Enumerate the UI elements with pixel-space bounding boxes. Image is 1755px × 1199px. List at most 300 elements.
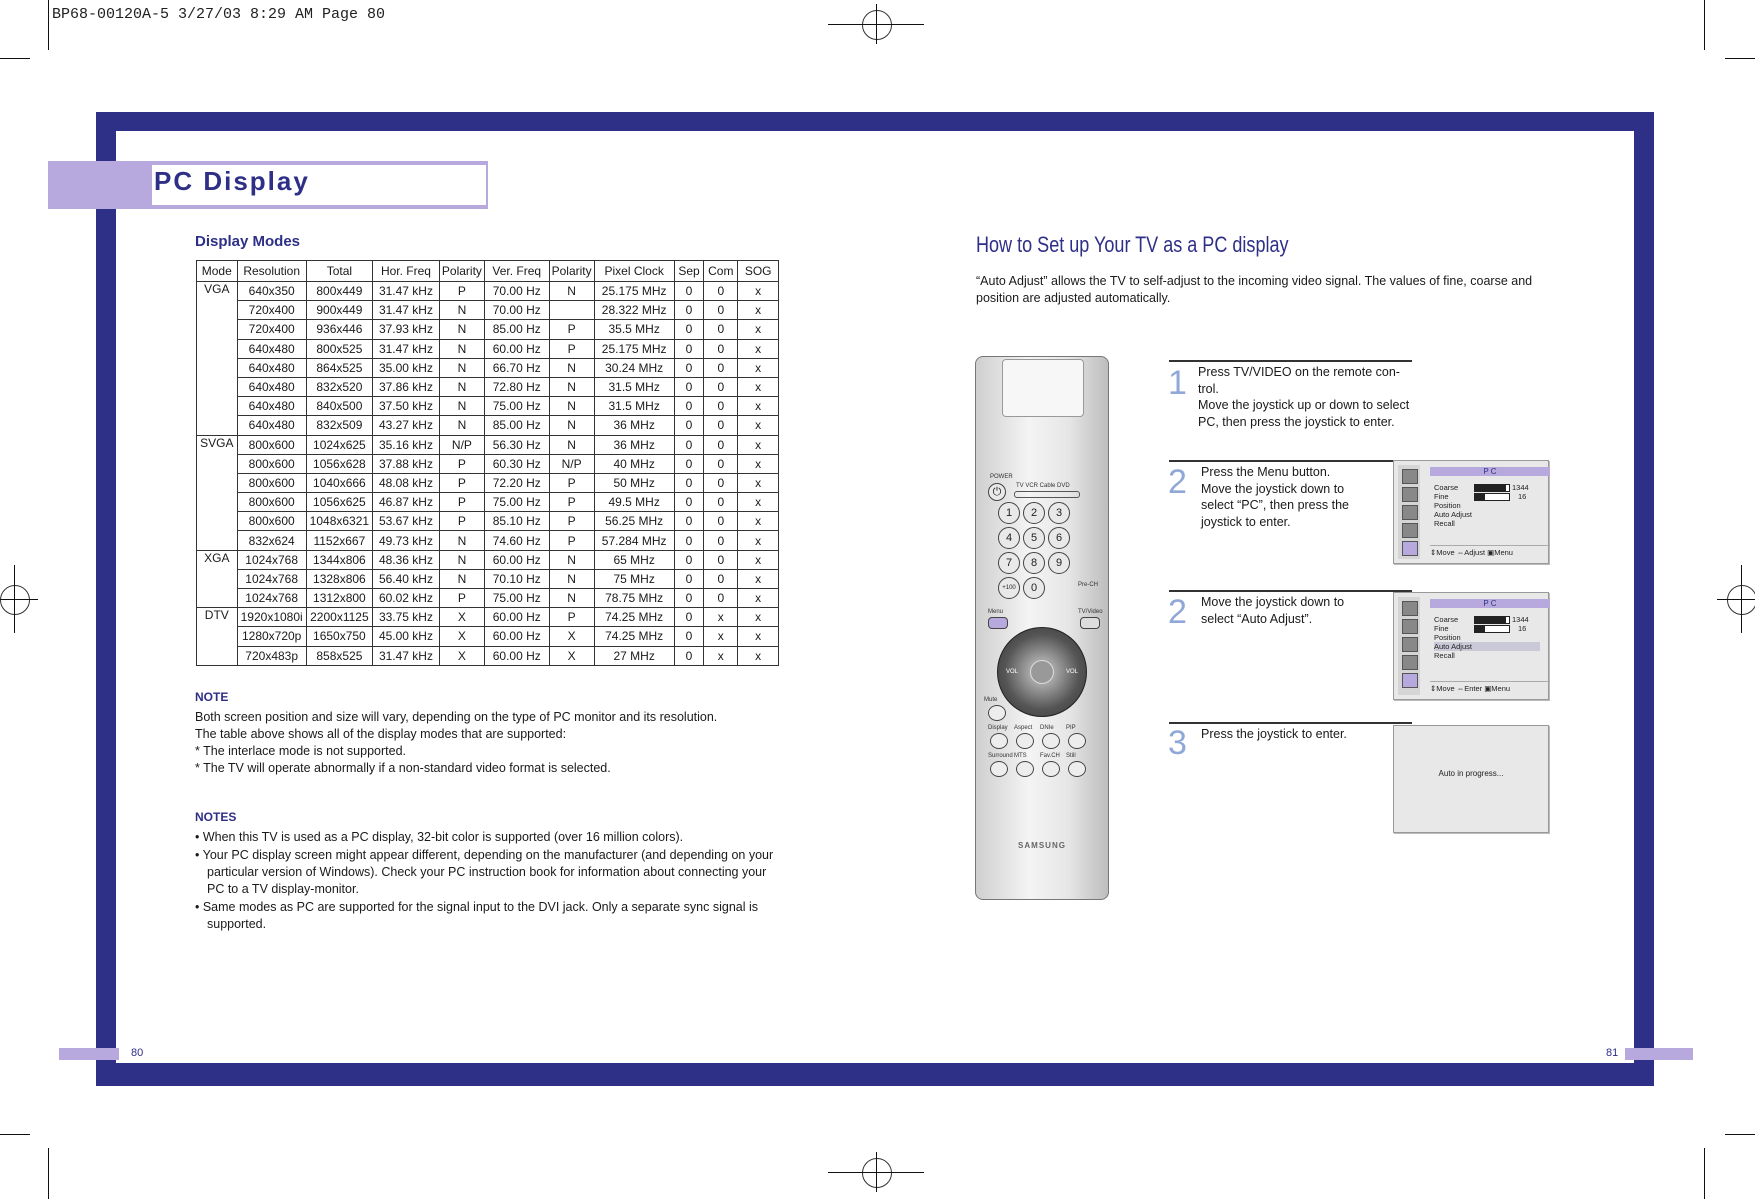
digit-button: 1 <box>998 502 1020 524</box>
table-cell: 0 <box>674 473 704 492</box>
table-cell: 2200x1125 <box>306 608 372 627</box>
remote-label: DNIe <box>1040 725 1054 731</box>
crop-mark <box>1704 1148 1705 1199</box>
table-cell: 85.00 Hz <box>484 320 549 339</box>
mode-cell <box>197 339 238 358</box>
source-selector <box>1014 491 1080 498</box>
table-cell: 56.30 Hz <box>484 435 549 454</box>
crop-mark <box>0 599 38 600</box>
table-cell: N <box>549 569 594 588</box>
function-button <box>990 761 1008 777</box>
table-cell: 1920x1080i <box>237 608 306 627</box>
osd-footer: ⇕Move ⇔Enter ▣Menu <box>1430 681 1550 693</box>
table-cell: 800x600 <box>237 493 306 512</box>
table-cell: 0 <box>704 397 738 416</box>
table-cell: 0 <box>674 531 704 550</box>
table-cell: N <box>549 377 594 396</box>
table-cell: 31.47 kHz <box>373 339 440 358</box>
table-cell: 0 <box>704 377 738 396</box>
notes-item: • Same modes as PC are supported for the signal input to the DVI jack. Only a separate sync signal is supported. <box>195 900 758 931</box>
step-number: 1 <box>1168 364 1187 402</box>
function-button <box>1042 733 1060 749</box>
table-cell: 50 MHz <box>594 473 674 492</box>
table-cell: 31.47 kHz <box>373 646 440 665</box>
table-cell: N <box>439 416 484 435</box>
table-cell: 49.5 MHz <box>594 493 674 512</box>
table-row <box>197 435 779 454</box>
table-cell: x <box>738 339 779 358</box>
table-cell: P <box>439 454 484 473</box>
table-cell: N/P <box>549 454 594 473</box>
osd-screen-pc-menu <box>1393 460 1549 564</box>
table-cell: 1056x625 <box>306 493 372 512</box>
column-header: Ver. Freq <box>484 261 549 282</box>
page-number-band-left <box>59 1048 119 1060</box>
table-cell: 0 <box>674 301 704 320</box>
remote-label: MTS <box>1014 753 1027 759</box>
osd-item-recall: Recall <box>1434 651 1455 660</box>
table-cell: X <box>549 627 594 646</box>
table-cell: 832x520 <box>306 377 372 396</box>
table-cell: 75.00 Hz <box>484 589 549 608</box>
osd-item-position: Position <box>1434 501 1461 510</box>
mode-cell: VGA <box>197 282 238 301</box>
note-heading: NOTE <box>195 690 229 704</box>
crop-mark <box>1704 0 1705 50</box>
step-text: Press TV/VIDEO on the remote con-trol. Move the joystick up or down to select PC, then press the joystick to enter. <box>1198 365 1410 429</box>
table-cell: 1152x667 <box>306 531 372 550</box>
remote-label: POWER <box>990 474 1013 480</box>
table-cell: 25.175 MHz <box>594 282 674 301</box>
print-slug: BP68-00120A-5 3/27/03 8:29 AM Page 80 <box>52 6 386 23</box>
table-cell: P <box>439 473 484 492</box>
table-cell: 0 <box>674 358 704 377</box>
table-cell: P <box>549 473 594 492</box>
table-cell: 70.10 Hz <box>484 569 549 588</box>
crop-mark <box>1725 58 1755 59</box>
table-cell: 43.27 kHz <box>373 416 440 435</box>
crop-mark <box>1717 599 1755 600</box>
table-cell: P <box>549 531 594 550</box>
step-text: Move the joystick down to select “Auto Adjust”. <box>1201 595 1345 626</box>
table-row <box>197 473 779 492</box>
table-cell: x <box>704 627 738 646</box>
table-cell: 0 <box>674 589 704 608</box>
step-text: Press the Menu button. Move the joystick down to select “PC”, then press the joystick to enter. <box>1201 465 1349 529</box>
page-number-right: 81 <box>1606 1047 1619 1059</box>
mode-cell <box>197 473 238 492</box>
step-divider <box>1169 722 1412 724</box>
mode-cell <box>197 493 238 512</box>
table-row <box>197 397 779 416</box>
table-cell: 65 MHz <box>594 550 674 569</box>
table-cell: 36 MHz <box>594 435 674 454</box>
osd-item-recall: Recall <box>1434 519 1455 528</box>
table-cell: 49.73 kHz <box>373 531 440 550</box>
table-row <box>197 512 779 531</box>
remote-label: Aspect <box>1014 725 1033 731</box>
table-cell: 66.70 Hz <box>484 358 549 377</box>
table-cell: 0 <box>674 377 704 396</box>
digit-button: 4 <box>998 527 1020 549</box>
remote-label: VOL <box>1006 669 1019 675</box>
table-cell: 0 <box>704 569 738 588</box>
table-cell: 0 <box>704 473 738 492</box>
table-cell: 936x446 <box>306 320 372 339</box>
column-header: Mode <box>197 261 238 282</box>
table-cell: x <box>704 608 738 627</box>
table-cell: 85.00 Hz <box>484 416 549 435</box>
note-line: * The interlace mode is not supported. <box>195 744 407 758</box>
table-cell: 720x400 <box>237 320 306 339</box>
table-cell: x <box>738 473 779 492</box>
table-cell: 800x449 <box>306 282 372 301</box>
mode-cell <box>197 397 238 416</box>
osd-progress-text: Auto in progress... <box>1438 769 1504 778</box>
notes-item: • When this TV is used as a PC display, 32-bit color is supported (over 16 million colors). <box>195 830 684 844</box>
table-cell: 57.284 MHz <box>594 531 674 550</box>
table-cell: 36 MHz <box>594 416 674 435</box>
crop-mark <box>14 565 15 633</box>
bar-fill <box>1475 626 1485 632</box>
osd-item-position: Position <box>1434 633 1461 642</box>
table-cell: x <box>738 608 779 627</box>
osd-header: P C <box>1430 467 1550 476</box>
table-cell: 48.08 kHz <box>373 473 440 492</box>
step-divider <box>1169 460 1412 462</box>
table-cell: P <box>549 608 594 627</box>
fine-bar <box>1474 493 1510 501</box>
bar-fill <box>1475 494 1485 500</box>
table-cell: 800x600 <box>237 435 306 454</box>
digit-button: +100 <box>998 577 1020 599</box>
display-modes-table <box>196 260 779 666</box>
table-cell: 1024x768 <box>237 589 306 608</box>
table-cell: 800x600 <box>237 454 306 473</box>
table-cell: 0 <box>674 569 704 588</box>
table-cell: x <box>738 282 779 301</box>
table-row <box>197 627 779 646</box>
table-cell: 75 MHz <box>594 569 674 588</box>
display-modes-heading: Display Modes <box>195 233 301 250</box>
table-row <box>197 569 779 588</box>
column-header: Polarity <box>549 261 594 282</box>
remote-display-window <box>1002 359 1084 417</box>
table-cell: 0 <box>674 435 704 454</box>
remote-label: TV VCR Cable DVD <box>1016 483 1070 489</box>
registration-mark <box>0 585 30 615</box>
table-cell: P <box>549 493 594 512</box>
table-cell: 78.75 MHz <box>594 589 674 608</box>
table-cell: N <box>439 339 484 358</box>
table-cell: 640x480 <box>237 358 306 377</box>
step-divider <box>1169 360 1412 362</box>
table-cell: 0 <box>704 320 738 339</box>
table-cell: 56.40 kHz <box>373 569 440 588</box>
table-row <box>197 493 779 512</box>
table-cell: 1024x768 <box>237 569 306 588</box>
notes-item: • Your PC display screen might appear different, depending on the manufacturer (and depending on your particular version of Windows). Check your PC instruction book for information about connecting your PC to a TV display-monitor. <box>195 848 774 896</box>
remote-label: Surround <box>988 753 1013 759</box>
table-row <box>197 301 779 320</box>
column-header: Com <box>704 261 738 282</box>
note-body <box>195 709 775 777</box>
crop-mark <box>48 1148 49 1199</box>
crop-mark <box>48 0 49 50</box>
table-cell: 800x525 <box>306 339 372 358</box>
table-cell: x <box>738 397 779 416</box>
mode-cell <box>197 358 238 377</box>
table-cell: N <box>439 531 484 550</box>
table-cell: 60.00 Hz <box>484 550 549 569</box>
table-cell: 0 <box>674 646 704 665</box>
digit-button: 8 <box>1023 552 1045 574</box>
table-cell: 640x480 <box>237 377 306 396</box>
function-button <box>1042 761 1060 777</box>
step-text: Press the joystick to enter. <box>1201 727 1347 741</box>
notes-body <box>195 829 780 934</box>
table-cell: x <box>738 416 779 435</box>
table-cell: 60.30 Hz <box>484 454 549 473</box>
table-cell: x <box>738 377 779 396</box>
table-cell: N <box>549 550 594 569</box>
remote-control-illustration <box>975 356 1109 900</box>
table-cell: 31.5 MHz <box>594 397 674 416</box>
table-row <box>197 416 779 435</box>
crop-mark <box>876 4 877 44</box>
table-cell: x <box>704 646 738 665</box>
mode-cell <box>197 569 238 588</box>
note-line: Both screen position and size will vary, depending on the type of PC monitor and its resolution. <box>195 710 718 724</box>
mode-cell: SVGA <box>197 435 238 454</box>
digit-button: 3 <box>1048 502 1070 524</box>
table-cell: 60.00 Hz <box>484 339 549 358</box>
table-cell: N <box>439 550 484 569</box>
step-number: 2 <box>1168 463 1187 501</box>
function-button <box>1068 733 1086 749</box>
table-cell: 0 <box>704 416 738 435</box>
crop-mark <box>1725 1134 1755 1135</box>
table-cell: 0 <box>704 301 738 320</box>
table-cell: 74.60 Hz <box>484 531 549 550</box>
mode-cell <box>197 627 238 646</box>
mode-cell: XGA <box>197 550 238 569</box>
digit-button: 2 <box>1023 502 1045 524</box>
osd-item-fine: Fine <box>1434 624 1449 633</box>
table-cell: P <box>549 320 594 339</box>
mode-cell <box>197 301 238 320</box>
table-cell: 40 MHz <box>594 454 674 473</box>
bar-fill <box>1475 485 1506 491</box>
table-cell: 1048x6321 <box>306 512 372 531</box>
osd-value: 1344 <box>1512 615 1529 624</box>
column-header: Resolution <box>237 261 306 282</box>
table-row <box>197 646 779 665</box>
crop-mark <box>0 1134 30 1135</box>
fine-bar <box>1474 625 1510 633</box>
table-cell: P <box>439 282 484 301</box>
table-cell: 1312x800 <box>306 589 372 608</box>
power-icon: ⏻ <box>988 483 1006 501</box>
page-title: PC Display <box>154 166 310 196</box>
remote-label: Menu <box>988 609 1004 615</box>
step-number: 3 <box>1168 724 1187 762</box>
table-cell: 35.00 kHz <box>373 358 440 377</box>
osd-item-coarse: Coarse <box>1434 615 1459 624</box>
table-row <box>197 358 779 377</box>
table-cell: 74.25 MHz <box>594 627 674 646</box>
table-cell: 640x350 <box>237 282 306 301</box>
digit-button: 9 <box>1048 552 1070 574</box>
mode-cell <box>197 377 238 396</box>
table-cell: 31.47 kHz <box>373 282 440 301</box>
mode-cell <box>197 589 238 608</box>
digit-button: 5 <box>1023 527 1045 549</box>
remote-label: PIP <box>1066 725 1076 731</box>
table-cell: N <box>549 589 594 608</box>
setup-heading: How to Set up Your TV as a PC display <box>976 232 1289 257</box>
table-cell: x <box>738 569 779 588</box>
table-cell: 48.36 kHz <box>373 550 440 569</box>
column-header: SOG <box>738 261 779 282</box>
channel-icon <box>1402 637 1418 652</box>
brand-logo: SAMSUNG <box>1018 841 1066 850</box>
remote-label: Pre-CH <box>1078 582 1099 588</box>
table-cell: 800x600 <box>237 473 306 492</box>
mode-cell <box>197 512 238 531</box>
remote-label: TV/Video <box>1078 609 1103 615</box>
function-button <box>1016 733 1034 749</box>
table-cell: 60.00 Hz <box>484 608 549 627</box>
table-cell: X <box>549 646 594 665</box>
table-body <box>197 282 779 666</box>
table-cell: 33.75 kHz <box>373 608 440 627</box>
table-cell: X <box>439 608 484 627</box>
table-cell: 60.00 Hz <box>484 646 549 665</box>
bar-fill <box>1475 617 1506 623</box>
table-cell: 0 <box>674 454 704 473</box>
table-cell: 1344x806 <box>306 550 372 569</box>
step-number: 2 <box>1168 593 1187 631</box>
table-cell: 832x624 <box>237 531 306 550</box>
table-cell: N/P <box>439 435 484 454</box>
osd-sidebar <box>1398 465 1420 559</box>
table-cell: 1024x625 <box>306 435 372 454</box>
table-cell: 0 <box>674 397 704 416</box>
table-cell: 0 <box>704 339 738 358</box>
table-cell: 0 <box>704 493 738 512</box>
table-row <box>197 454 779 473</box>
setup-icon <box>1402 523 1418 538</box>
table-cell: 60.02 kHz <box>373 589 440 608</box>
tv-video-button <box>1080 617 1100 629</box>
table-cell: N <box>549 435 594 454</box>
table-cell: N <box>549 416 594 435</box>
table-cell: N <box>439 301 484 320</box>
table-cell: P <box>549 512 594 531</box>
table-cell: 72.80 Hz <box>484 377 549 396</box>
crop-mark <box>876 1152 877 1192</box>
table-cell: N <box>439 397 484 416</box>
table-cell: 0 <box>674 282 704 301</box>
table-cell: 0 <box>704 550 738 569</box>
step-divider <box>1169 590 1412 592</box>
table-cell: N <box>549 397 594 416</box>
table-cell: 0 <box>674 339 704 358</box>
table-cell: 1650x750 <box>306 627 372 646</box>
column-header: Hor. Freq <box>373 261 440 282</box>
table-row <box>197 282 779 301</box>
function-button <box>1068 761 1086 777</box>
table-header-row <box>197 261 779 282</box>
table-cell: 900x449 <box>306 301 372 320</box>
table-cell: 70.00 Hz <box>484 282 549 301</box>
table-cell: 25.175 MHz <box>594 339 674 358</box>
table-cell: x <box>738 550 779 569</box>
mode-cell <box>197 320 238 339</box>
table-cell: 31.5 MHz <box>594 377 674 396</box>
table-cell: 37.88 kHz <box>373 454 440 473</box>
table-cell: 37.86 kHz <box>373 377 440 396</box>
table-row <box>197 531 779 550</box>
osd-value: 16 <box>1518 624 1527 633</box>
table-cell: 0 <box>704 512 738 531</box>
table-cell: 30.24 MHz <box>594 358 674 377</box>
osd-screen-auto-adjust <box>1393 592 1549 700</box>
picture-icon <box>1402 469 1418 484</box>
table-cell: X <box>439 627 484 646</box>
table-cell: 1040x666 <box>306 473 372 492</box>
table-cell: 35.16 kHz <box>373 435 440 454</box>
table-cell: x <box>738 589 779 608</box>
column-header: Polarity <box>439 261 484 282</box>
table-cell: P <box>549 339 594 358</box>
note-line: * The TV will operate abnormally if a non-standard video format is selected. <box>195 761 611 775</box>
table-cell: P <box>439 589 484 608</box>
pc-icon <box>1402 541 1418 556</box>
table-cell: x <box>738 320 779 339</box>
osd-sidebar <box>1398 597 1420 695</box>
table-cell: x <box>738 493 779 512</box>
table-cell: P <box>439 493 484 512</box>
table-cell: 720x483p <box>237 646 306 665</box>
table-cell: 53.67 kHz <box>373 512 440 531</box>
table-cell: x <box>738 646 779 665</box>
table-row <box>197 339 779 358</box>
table-cell: 1024x768 <box>237 550 306 569</box>
table-cell: 0 <box>704 358 738 377</box>
table-cell: 840x500 <box>306 397 372 416</box>
sound-icon <box>1402 619 1418 634</box>
column-header: Total <box>306 261 372 282</box>
notes-heading: NOTES <box>195 810 237 824</box>
table-cell: 0 <box>674 416 704 435</box>
registration-mark <box>862 10 892 40</box>
setup-intro: “Auto Adjust” allows the TV to self-adjust to the incoming video signal. The values of fine, coarse and position are adjusted automatically. <box>976 274 1533 305</box>
remote-label: Display <box>988 725 1008 731</box>
table-cell: P <box>439 512 484 531</box>
table-cell: 1056x628 <box>306 454 372 473</box>
table-cell: x <box>738 358 779 377</box>
menu-button <box>988 617 1008 629</box>
pc-icon <box>1402 673 1418 688</box>
osd-item-auto-adjust: Auto Adjust <box>1434 510 1472 519</box>
table-cell: X <box>439 646 484 665</box>
table-cell: 0 <box>704 454 738 473</box>
table-cell: 85.10 Hz <box>484 512 549 531</box>
table-cell: 864x525 <box>306 358 372 377</box>
osd-value: 16 <box>1518 492 1527 501</box>
